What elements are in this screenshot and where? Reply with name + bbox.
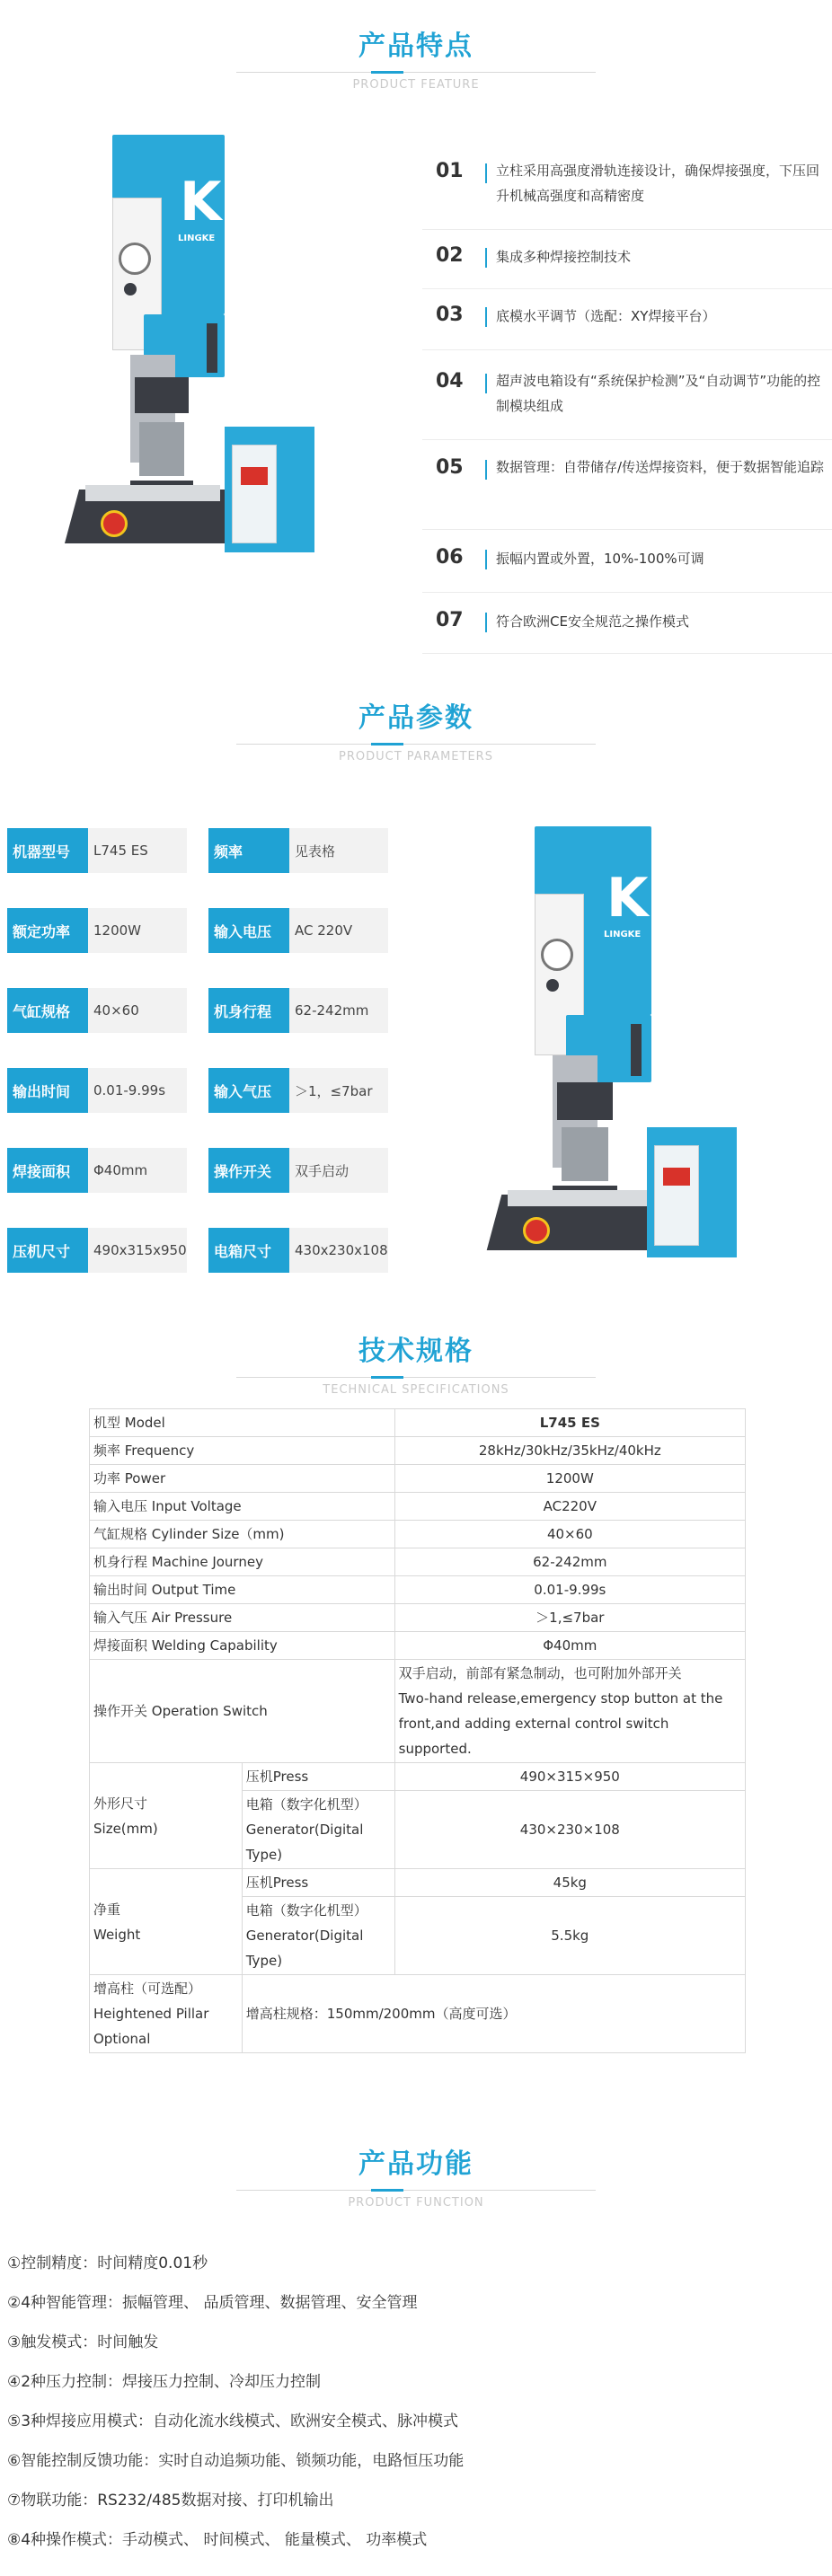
table-row: 输入电压 Input Voltage AC220V [90, 1493, 746, 1521]
brand-text: LINGKE [178, 234, 216, 243]
list-item: ②4种智能管理：振幅管理、 品质管理、数据管理、安全管理 [7, 2294, 418, 2312]
table-row: 机型 Model L745 ES [90, 1409, 746, 1437]
feature-text: 集成多种焊接控制技术 [496, 249, 632, 265]
feature-item [422, 440, 832, 530]
feature-text: 振幅内置或外置，10%-100%可调 [496, 551, 704, 567]
table-row: 电箱（数字化机型）Generator(Digital Type) 5.5kg [90, 1897, 746, 1975]
spec-table [89, 1408, 746, 2053]
params-title: 产品参数 [358, 702, 474, 734]
title-divider [236, 1377, 596, 1378]
param-cell: 输出时间 0.01-9.99s [7, 1068, 187, 1113]
param-cell: 操作开关 双手启动 [208, 1148, 388, 1193]
feature-text: 立柱采用高强度滑轨连接设计，确保焊接强度，下压回升机械高强度和高精密度 [496, 163, 820, 204]
feature-text: 底模水平调节（选配：XY焊接平台） [496, 308, 716, 324]
emergency-stop-icon [101, 510, 128, 537]
params-header [0, 701, 832, 763]
feature-item [422, 153, 832, 230]
function-subtitle: PRODUCT FUNCTION [348, 2196, 484, 2210]
feature-number: 01 [436, 160, 464, 182]
param-cell: 输入气压 ＞1，≤7bar [208, 1068, 388, 1113]
pressure-gauge-icon [541, 939, 573, 971]
list-item: ⑤3种焊接应用模式：自动化流水线模式、欧洲安全模式、脉冲模式 [7, 2413, 459, 2430]
title-divider [236, 72, 596, 73]
params-subtitle: PRODUCT PARAMETERS [339, 750, 493, 763]
table-row: 增高柱（可选配）Heightened Pillar Optional 增高柱规格：150mm/200mm（高度可选） [90, 1975, 746, 2053]
brand-logo: K [180, 171, 222, 234]
table-row: 净重 Weight 压机Press 45kg [90, 1869, 746, 1897]
spec-header [0, 1334, 832, 1397]
feature-number: 07 [436, 609, 464, 631]
features-subtitle: PRODUCT FEATURE [352, 78, 480, 92]
table-row: 机身行程 Machine Journey 62-242mm [90, 1548, 746, 1576]
feature-number: 05 [436, 456, 464, 479]
param-cell: 焊接面积 Φ40mm [7, 1148, 187, 1193]
list-item: ①控制精度：时间精度0.01秒 [7, 2254, 208, 2272]
param-cell: 压机尺寸 490x315x950 [7, 1228, 187, 1273]
list-item: ③触发模式：时间触发 [7, 2333, 159, 2351]
emergency-stop-icon [523, 1217, 550, 1244]
param-cell: 频率 见表格 [208, 828, 388, 873]
feature-text: 数据管理：自带储存/传送焊接资料，便于数据智能追踪 [496, 459, 825, 475]
table-row: 操作开关 Operation Switch 双手启动，前部有紧急制动，也可附加外部开关 Two-hand release,emergency stop button at the front,and adding external control switch supported. [90, 1660, 746, 1763]
title-divider [236, 744, 596, 745]
feature-text: 超声波电箱设有“系统保护检测”及“自动调节”功能的控制模块组成 [496, 373, 821, 414]
pressure-gauge-icon [119, 243, 151, 275]
feature-number: 06 [436, 546, 464, 569]
feature-text: 符合欧洲CE安全规范之操作模式 [496, 613, 689, 630]
table-row: 功率 Power 1200W [90, 1465, 746, 1493]
function-title: 产品功能 [358, 2148, 474, 2180]
table-row: 外形尺寸 Size(mm) 压机Press 490×315×950 [90, 1763, 746, 1791]
feature-number: 03 [436, 304, 464, 326]
list-item: ⑦物联功能：RS232/485数据对接、打印机输出 [7, 2492, 334, 2510]
machine-image [476, 813, 746, 1280]
spec-subtitle: TECHNICAL SPECIFICATIONS [323, 1383, 509, 1397]
feature-number: 02 [436, 244, 464, 267]
list-item: ⑧4种操作模式：手动模式、 时间模式、 能量模式、 功率模式 [7, 2531, 428, 2549]
table-row: 焊接面积 Welding Capability Φ40mm [90, 1632, 746, 1660]
param-cell: 额定功率 1200W [7, 908, 187, 953]
table-row: 输入气压 Air Pressure ＞1,≤7bar [90, 1604, 746, 1632]
feature-item [422, 289, 832, 350]
spec-title: 技术规格 [358, 1336, 474, 1367]
feature-item [422, 593, 832, 654]
table-row: 气缸规格 Cylinder Size（mm) 40×60 [90, 1521, 746, 1548]
list-item: ④2种压力控制：焊接压力控制、冷却压力控制 [7, 2373, 322, 2391]
table-row: 电箱（数字化机型）Generator(Digital Type) 430×230×108 [90, 1791, 746, 1869]
features-header [0, 29, 832, 92]
table-row: 输出时间 Output Time 0.01-9.99s [90, 1576, 746, 1604]
title-divider [236, 2190, 596, 2191]
param-cell: 机器型号 L745 ES [7, 828, 187, 873]
param-cell: 输入电压 AC 220V [208, 908, 388, 953]
function-header [0, 2147, 832, 2210]
list-item: ⑥智能控制反馈功能：实时自动追频功能、锁频功能，电路恒压功能 [7, 2452, 465, 2470]
param-cell: 电箱尺寸 430x230x108 [208, 1228, 388, 1273]
feature-item [422, 530, 832, 593]
brand-text: LINGKE [604, 930, 642, 940]
param-cell: 气缸规格 40×60 [7, 988, 187, 1033]
features-title: 产品特点 [358, 31, 474, 62]
feature-item [422, 350, 832, 440]
param-cell: 机身行程 62-242mm [208, 988, 388, 1033]
machine-image [54, 126, 332, 566]
brand-logo: K [606, 867, 649, 930]
table-row: 频率 Frequency 28kHz/30kHz/35kHz/40kHz [90, 1437, 746, 1465]
feature-number: 04 [436, 370, 464, 393]
feature-item [422, 230, 832, 289]
